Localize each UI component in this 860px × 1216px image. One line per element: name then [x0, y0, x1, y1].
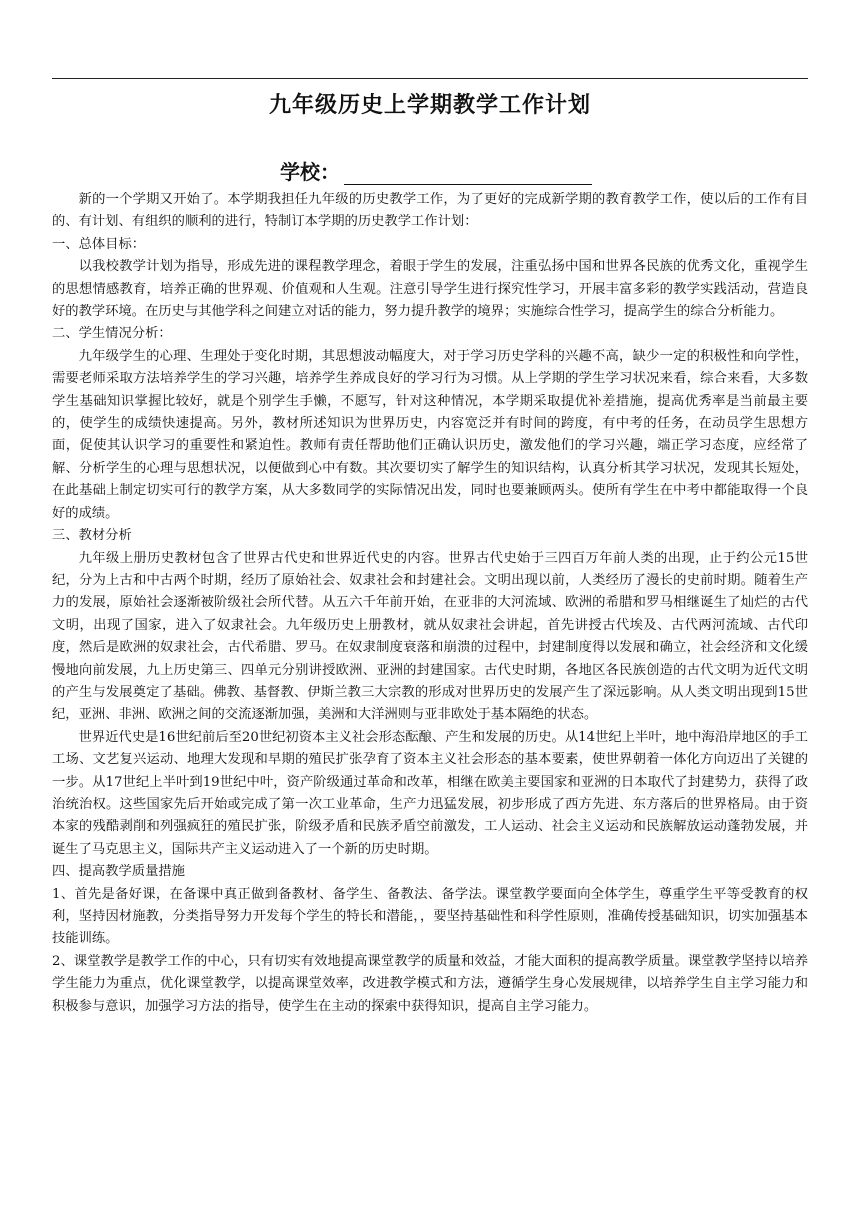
section-heading-textbook: 三、教材分析: [52, 528, 132, 544]
document-title: 九年级历史上学期教学工作计划: [268, 93, 591, 118]
measure-item-1: 1、首先是备好课，在备课中真正做到备教材、备学生、备教法、备学法。课堂教学要面向全体学生，尊重学生平等受教育的权利，坚持因材施教，分类指导努力开发每个学生的特长和潜能，，要坚持基础性和科学性原则，准确传授基础知识，切实加强基本技能训练。: [52, 886, 808, 947]
header-rule: [52, 78, 808, 79]
goals-paragraph: 以我校教学计划为指导，形成先进的课程教学理念，着眼于学生的发展，注重弘扬中国和世界各民族的优秀文化，重视学生的思想情感教育，培养正确的世界观、价值观和人生观。注意引导学生进行探究性学习，开展丰富多彩的教学实践活动，营造良好的教学环境。在历史与其他学科之间建立对话的能力，努力提升教学的境界；实施综合性学习，提高学生的综合分析能力。: [52, 259, 808, 320]
school-blank-line: [344, 162, 592, 185]
section-heading-goals: 一、总体目标：: [52, 236, 146, 252]
textbook-paragraph-ancient: 九年级上册历史教材包含了世界古代史和世界近代史的内容。世界古代史始于三四百万年前人类的出现，止于约公元15世纪，分为上古和中古两个时期，经历了原始社会、奴隶社会和封建社会。文明出现以前，人类经历了漫长的史前时期。随着生产力的发展，原始社会逐渐被阶级社会所代替。从五六千年前开始，在亚非的大河流域、欧洲的希腊和罗马相继诞生了灿烂的古代文明，出现了国家，进入了奴隶社会。九年级历史上册教材，就从奴隶社会讲起，首先讲授古代埃及、古代两河流域、古代印度，然后是欧洲的奴隶社会，古代希腊、罗马。在奴隶制度衰落和崩溃的过程中，封建制度得以发展和确立，社会经济和文化缓慢地向前发展，九上历史第三、四单元分别讲授欧洲、亚洲的封建国家。古代史时期，各地区各民族创造的古代文明为近代文明的产生与发展奠定了基础。佛教、基督教、伊斯兰教三大宗教的形成对世界历史的发展产生了深远影响。从人类文明出现到15世纪，亚洲、非洲、欧洲之间的交流逐渐加强，美洲和大洋洲则与亚非欧处于基本隔绝的状态。: [52, 550, 808, 723]
school-label: 学校：: [280, 160, 340, 184]
section-heading-students: 二、学生情况分析：: [52, 326, 172, 342]
intro-paragraph: 新的一个学期又开始了。本学期我担任九年级的历史教学工作，为了更好的完成新学期的教育教学工作，使以后的工作有目的、有计划、有组织的顺利的进行，特制订本学期的历史教学工作计划：: [52, 192, 808, 230]
measure-item-2: 2、课堂教学是教学工作的中心，只有切实有效地提高课堂教学的质量和效益，才能大面积的提高教学质量。课堂教学坚持以培养学生能力为重点，优化课堂教学，以提高课堂效率，改进教学模式和方法，遵循学生身心发展规律，以培养学生自主学习能力和积极参与意识，加强学习方法的指导，使学生在主动的探索中获得知识，提高自主学习能力。: [52, 953, 808, 1014]
section-heading-measures: 四、提高教学质量措施: [52, 864, 185, 880]
document-body: [52, 189, 808, 1018]
school-field: [280, 156, 592, 185]
students-paragraph: 九年级学生的心理、生理处于变化时期，其思想波动幅度大，对于学习历史学科的兴趣不高，缺少一定的积极性和向学性，需要老师采取方法培养学生的学习兴趣，培养学生养成良好的学习行为习惯。从上学期的学生学习状况来看，综合来看，大多数学生基础知识掌握比较好，就是个别学生手懒，不愿写，针对这种情况，本学期采取提优补差措施，提高优秀率是当前最主要的，使学生的成绩快速提高。另外，教材所述知识为世界历史，内容宽泛并有时间的跨度，有中考的任务，在动员学生思想方面，促使其认识学习的重要性和紧迫性。教师有责任帮助他们正确认识历史，激发他们的学习兴趣，端正学习态度，应经常了解、分析学生的心理与思想状况，以便做到心中有数。其次要切实了解学生的知识结构，认真分析其学习状况，发现其长短处，在此基础上制定切实可行的教学方案，从大多数同学的实际情况出发，同时也要兼顾两头。使所有学生在中考中都能取得一个良好的成绩。: [52, 348, 808, 521]
textbook-paragraph-modern: 世界近代史是16世纪前后至20世纪初资本主义社会形态酝酿、产生和发展的历史。从14世纪上半叶，地中海沿岸地区的手工工场、文艺复兴运动、地理大发现和早期的殖民扩张孕育了资本主义社会形态的基本要素，使世界朝着一体化方向迈出了关键的一步。从17世纪上半叶到19世纪中叶，资产阶级通过革命和改革，相继在欧美主要国家和亚洲的日本取代了封建势力，获得了政治统治权。这些国家先后开始或完成了第一次工业革命，生产力迅猛发展，初步形成了西方先进、东方落后的世界格局。由于资本家的残酷剥削和列强疯狂的殖民扩张，阶级矛盾和民族矛盾空前激发，工人运动、社会主义运动和民族解放运动蓬勃发展，并诞生了马克思主义，国际共产主义运动进入了一个新的历史时期。: [52, 729, 808, 857]
